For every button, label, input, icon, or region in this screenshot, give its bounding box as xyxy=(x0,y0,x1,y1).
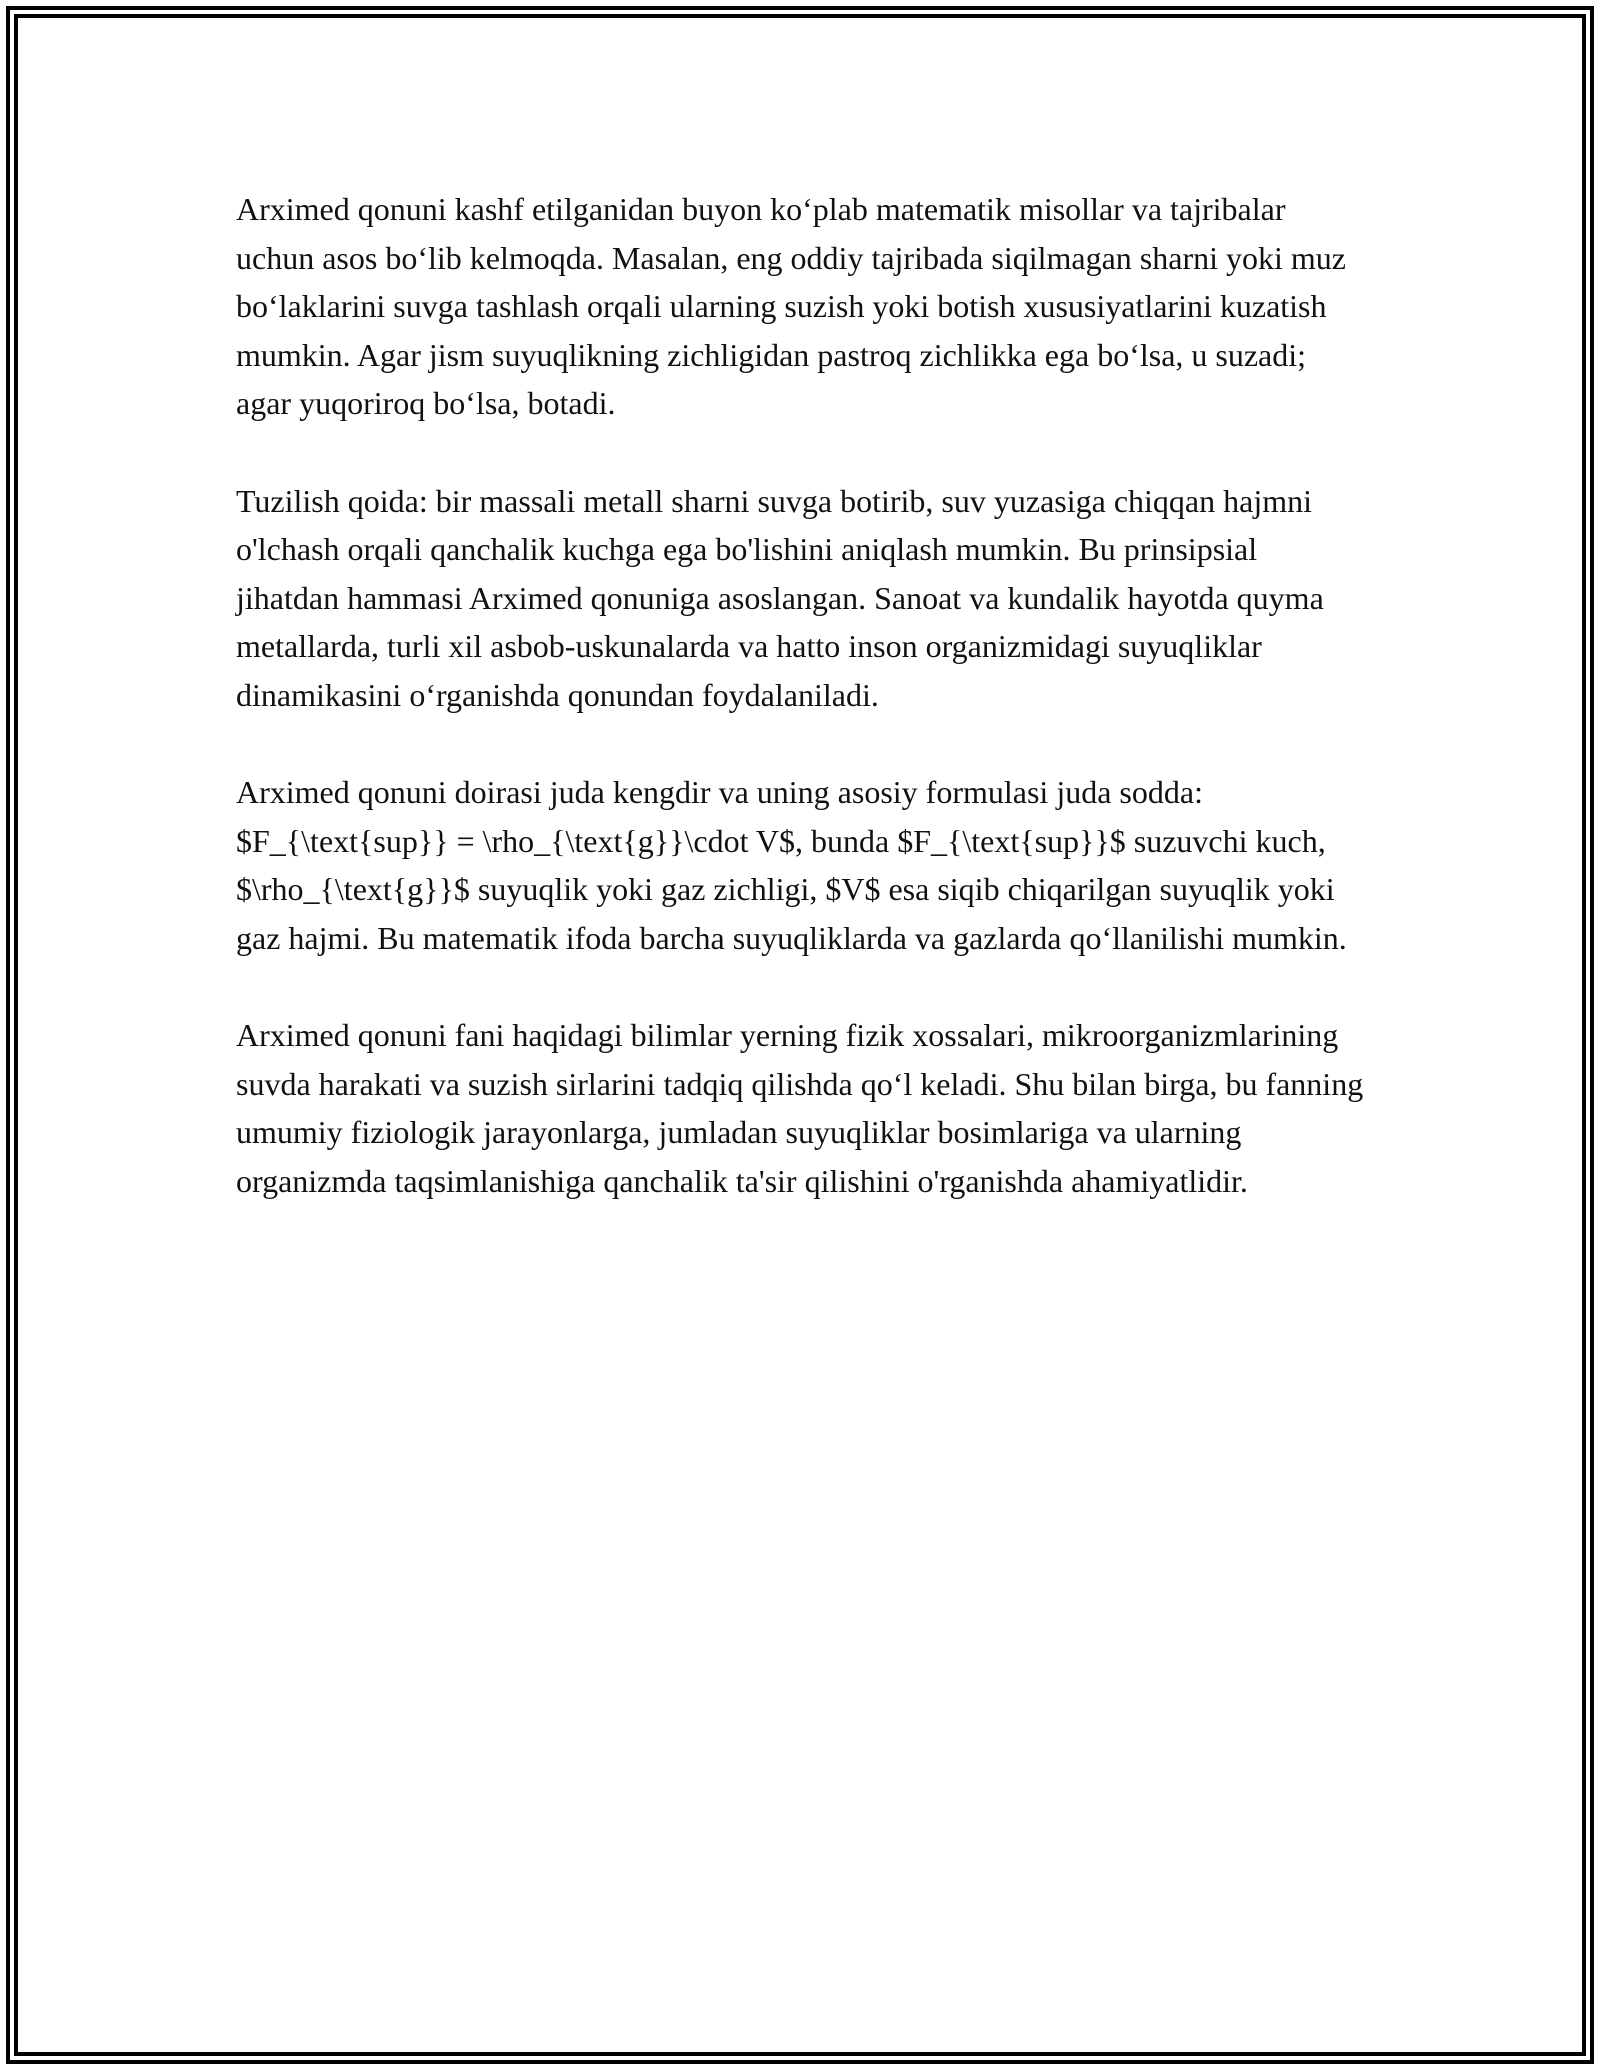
paragraph-4: Arximed qonuni fani haqidagi bilimlar yerning fizik xossalari, mikroorganizmlarining suvda harakati va suzish sirlarini tadqiq qilishda qo‘l keladi. Shu bilan birga, bu fanning umumiy fiziologik jarayonlarga, jumladan suyuqliklar bosimlariga va ularning organizmda taqsimlanishiga qanchalik ta'sir qilishini o'rganishda ahamiyatlidir. xyxy=(236,1017,1364,1199)
paragraph-2: Tuzilish qoida: bir massali metall sharni suvga botirib, suv yuzasiga chiqqan hajmni o'lchash orqali qanchalik kuchga ega bo'lishini aniqlash mumkin. Bu prinsipsial jihatdan hammasi Arximed qonuniga asoslangan. Sanoat va kundalik hayotda quyma metallarda, turli xil asbob-uskunalarda va hatto inson organizmidagi suyuqliklar dinamikasini o‘rganishda qonundan foydalaniladi. xyxy=(236,482,1324,713)
paragraph-1: Arximed qonuni kashf etilganidan buyon ko‘plab matematik misollar va tajribalar uchun asos bo‘lib kelmoqda. Masalan, eng oddiy tajribada siqilmagan sharni yoki muz bo‘laklarini suvga tashlash orqali ularning suzish yoki botish xususiyatlarini kuzatish mumkin. Agar jism suyuqlikning zichligidan pastroq zichlikka ega bo‘lsa, u suzadi; agar yuqoriroq bo‘lsa, botadi. xyxy=(236,191,1346,421)
document-body xyxy=(236,185,1366,1254)
paragraph-3: Arximed qonuni doirasi juda kengdir va uning asosiy formulasi juda sodda: $F_{\text{sup}} = \rho_{\text{g}}\cdot V$, bunda $F_{\text{sup}}$ suzuvchi kuch, $\rho_{\text{g}}$ suyuqlik yoki gaz zichligi, $V$ esa siqib chiqarilgan suyuqlik yoki gaz hajmi. Bu matematik ifoda barcha suyuqliklarda va gazlarda qo‘llanilishi mumkin. xyxy=(236,774,1347,956)
